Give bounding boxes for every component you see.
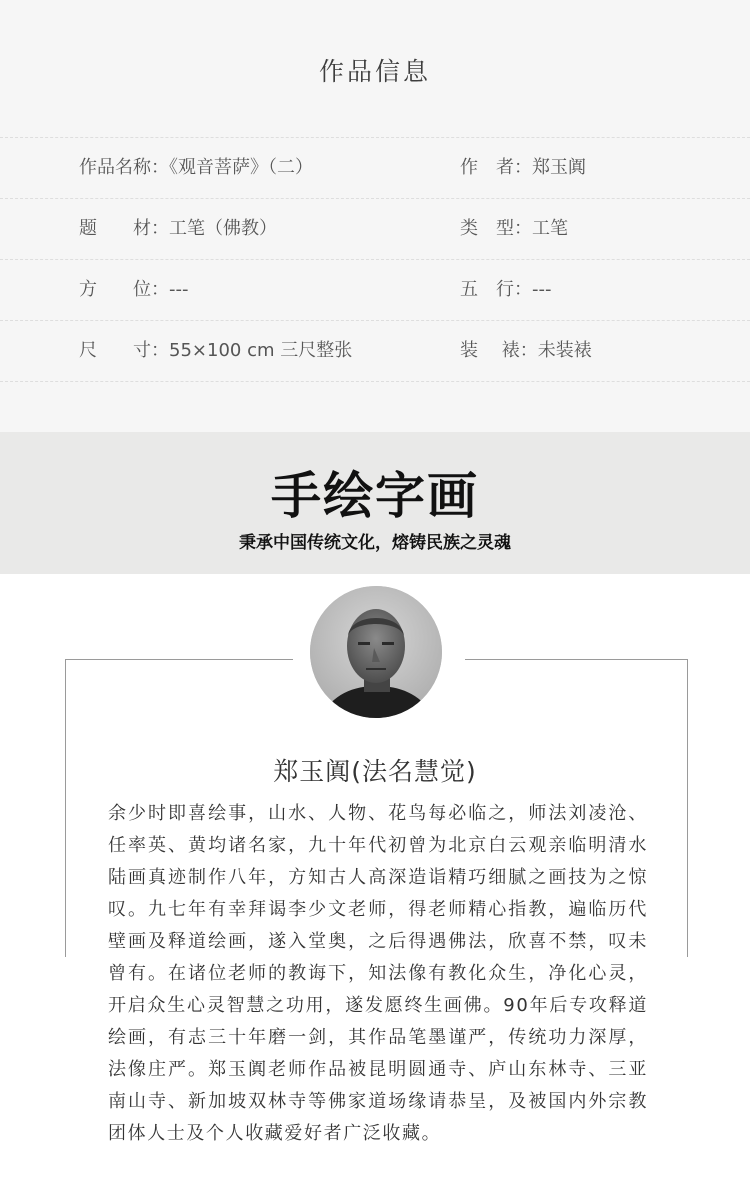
info-row bbox=[0, 321, 750, 382]
frame-line bbox=[465, 659, 687, 660]
info-value: 55×100 cm 三尺整张 bbox=[169, 340, 353, 361]
artwork-info-section bbox=[0, 0, 750, 432]
info-label: 方 位： bbox=[79, 279, 169, 300]
info-cell-author bbox=[460, 138, 586, 198]
artist-bio-section bbox=[0, 574, 750, 1199]
banner-title: 手绘字画 bbox=[271, 466, 479, 525]
info-row bbox=[0, 260, 750, 321]
info-value: 郑玉阗 bbox=[532, 157, 586, 178]
info-label: 作品名称： bbox=[79, 157, 169, 178]
frame-line bbox=[65, 659, 66, 957]
info-cell-direction bbox=[79, 260, 189, 320]
info-label: 题 材： bbox=[79, 218, 169, 239]
info-row bbox=[0, 199, 750, 260]
info-value: 工笔（佛教） bbox=[169, 218, 277, 239]
info-cell-size bbox=[79, 321, 352, 381]
info-cell-five-elements bbox=[460, 260, 552, 320]
frame-line bbox=[687, 659, 688, 957]
info-row bbox=[0, 138, 750, 199]
info-label: 五 行： bbox=[460, 279, 532, 300]
info-cell-mounting bbox=[460, 321, 592, 381]
info-cell-name bbox=[79, 138, 313, 198]
info-label: 装 裱： bbox=[460, 340, 538, 361]
artist-biography: 余少时即喜绘事，山水、人物、花鸟每必临之，师法刘凌沧、任率英、黄均诸名家，九十年代初曾为北京白云观亲临明清水陆画真迹制作八年，方知古人高深造诣精巧细腻之画技为之惊叹。九七年有幸拜谒李少文老师，得老师精心指教，遍临历代壁画及释道绘画，遂入堂奥，之后得遇佛法，欣喜不禁，叹未曾有。在诸位老师的教诲下，知法像有教化众生，净化心灵，开启众生心灵智慧之功用，遂发愿终生画佛。90年后专攻释道绘画，有志三十年磨一剑，其作品笔墨谨严，传统功力深厚，法像庄严。郑玉阗老师作品被昆明圆通寺、庐山东林寺、三亚南山寺、新加坡双林寺等佛家道场缘请恭呈，及被国内外宗教团体人士及个人收藏爱好者广泛收藏。 bbox=[108, 803, 648, 1144]
info-label: 类 型： bbox=[460, 218, 532, 239]
info-value: 工笔 bbox=[532, 218, 568, 239]
info-value: --- bbox=[532, 279, 552, 300]
frame-line bbox=[65, 659, 293, 660]
info-table bbox=[0, 137, 750, 382]
section-title: 作品信息 bbox=[318, 57, 431, 86]
info-cell-subject bbox=[79, 199, 277, 259]
artist-portrait-image bbox=[310, 586, 442, 718]
info-value: --- bbox=[169, 279, 189, 300]
info-cell-type bbox=[460, 199, 568, 259]
info-label: 作 者： bbox=[460, 157, 532, 178]
banner-subtitle: 秉承中国传统文化，熔铸民族之灵魂 bbox=[239, 533, 511, 553]
info-value: 《观音菩萨》（二） bbox=[169, 157, 313, 178]
artist-name: 郑玉阗(法名慧觉) bbox=[273, 757, 477, 786]
info-value: 未装裱 bbox=[537, 340, 592, 361]
artist-avatar bbox=[310, 586, 442, 718]
brand-banner bbox=[0, 432, 750, 574]
info-label: 尺 寸： bbox=[79, 340, 169, 361]
